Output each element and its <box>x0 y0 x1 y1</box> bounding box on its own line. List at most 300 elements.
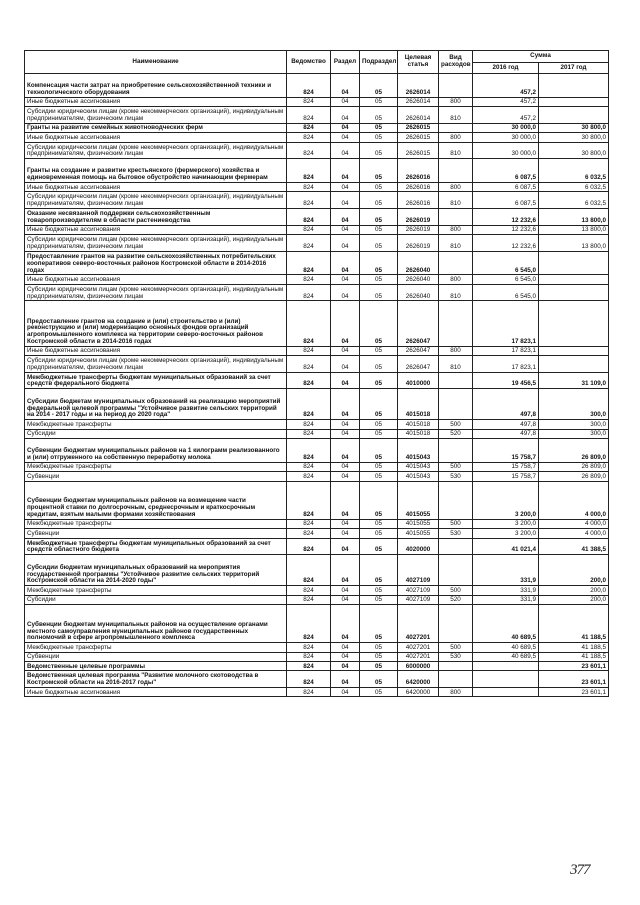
table-cell-expense: 810 <box>439 107 473 124</box>
table-cell-target: 2626016 <box>398 159 439 183</box>
table-cell-section: 04 <box>331 429 360 438</box>
table-cell-2016: 17 823,1 <box>473 356 539 373</box>
table-cell-subsection: 05 <box>360 671 398 688</box>
table-cell-expense <box>439 439 473 463</box>
table-cell-expense: 520 <box>439 429 473 438</box>
table-cell-name: Межбюджетные трансферты <box>25 420 287 429</box>
table-cell-section: 04 <box>331 97 360 106</box>
table-cell-name: Иные бюджетные ассигнования <box>25 182 287 191</box>
table-cell-name: Субсидии юридическим лицам (кроме некоммерческих организаций), индивидуальным предпринимателям, физическим лицам <box>25 107 287 124</box>
table-cell-section: 04 <box>331 356 360 373</box>
table-cell-2016: 497,8 <box>473 389 539 420</box>
table-cell-2017 <box>539 97 609 106</box>
table-cell-target: 4027201 <box>398 604 439 642</box>
table-cell-2017: 41 188,5 <box>539 643 609 652</box>
table-cell-section: 04 <box>331 519 360 528</box>
table-cell-2017: 41 388,5 <box>539 538 609 555</box>
table-cell-2017 <box>539 356 609 373</box>
table-cell-section: 04 <box>331 595 360 604</box>
table-cell-section: 04 <box>331 538 360 555</box>
table-cell-2017: 6 032,5 <box>539 159 609 183</box>
table-cell-subsection: 05 <box>360 107 398 124</box>
table-cell-section: 04 <box>331 420 360 429</box>
table-cell-2016: 6 087,5 <box>473 192 539 209</box>
table-cell-2017: 30 800,0 <box>539 142 609 159</box>
table-cell-2017: 41 188,5 <box>539 652 609 661</box>
table-cell-section: 04 <box>331 586 360 595</box>
table-cell-2016: 497,8 <box>473 429 539 438</box>
table-cell-expense <box>439 555 473 586</box>
table-cell-department: 824 <box>287 107 331 124</box>
table-cell-name: Субсидии юридическим лицам (кроме некоммерческих организаций), индивидуальным предпринимателям, физическим лицам <box>25 284 287 301</box>
table-cell-target: 2626016 <box>398 182 439 191</box>
table-cell-department: 824 <box>287 652 331 661</box>
table-cell-section: 04 <box>331 652 360 661</box>
table-row <box>25 251 609 275</box>
table-cell-2017: 26 809,0 <box>539 439 609 463</box>
table-cell-subsection: 05 <box>360 661 398 670</box>
table-cell-2016: 457,2 <box>473 74 539 98</box>
table-cell-department: 824 <box>287 661 331 670</box>
table-cell-2016: 40 689,5 <box>473 652 539 661</box>
table-cell-name: Субвенции бюджетам муниципальных районов на возмещение части процентной ставки по долгосрочным, среднесрочным и краткосрочным кредитам, взятым малыми формами хозяйствования <box>25 481 287 519</box>
table-cell-expense <box>439 208 473 225</box>
table-cell-section: 04 <box>331 284 360 301</box>
table-cell-section: 04 <box>331 208 360 225</box>
table-cell-name: Субвенции бюджетам муниципальных районов на 1 килограмм реализованного и (или) отгруженного на собственную переработку молока <box>25 439 287 463</box>
table-row <box>25 519 609 528</box>
table-cell-name: Иные бюджетные ассигнования <box>25 225 287 234</box>
table-cell-section: 04 <box>331 301 360 346</box>
table-cell-2017: 4 000,0 <box>539 481 609 519</box>
table-cell-department: 824 <box>287 97 331 106</box>
header-name: Наименование <box>25 51 287 74</box>
table-row <box>25 107 609 124</box>
table-cell-section: 04 <box>331 142 360 159</box>
table-cell-target: 2626040 <box>398 284 439 301</box>
table-cell-2016: 40 689,5 <box>473 643 539 652</box>
table-cell-section: 04 <box>331 604 360 642</box>
table-cell-2017: 300,0 <box>539 389 609 420</box>
table-cell-2016: 6 087,5 <box>473 159 539 183</box>
table-cell-target: 2626047 <box>398 301 439 346</box>
table-cell-name: Субсидии юридическим лицам (кроме некоммерческих организаций), индивидуальным предпринимателям, физическим лицам <box>25 234 287 251</box>
table-cell-2016: 17 823,1 <box>473 301 539 346</box>
table-cell-department: 824 <box>287 372 331 389</box>
table-cell-2017: 41 188,5 <box>539 604 609 642</box>
table-row <box>25 142 609 159</box>
table-cell-subsection: 05 <box>360 472 398 481</box>
table-cell-2016: 3 200,0 <box>473 519 539 528</box>
table-cell-expense: 800 <box>439 225 473 234</box>
table-cell-section: 04 <box>331 462 360 471</box>
table-cell-2017: 6 032,5 <box>539 192 609 209</box>
table-cell-2016: 30 000,0 <box>473 123 539 132</box>
table-row <box>25 586 609 595</box>
table-cell-2017 <box>539 107 609 124</box>
table-cell-subsection: 05 <box>360 142 398 159</box>
table-cell-expense <box>439 123 473 132</box>
table-cell-2017 <box>539 301 609 346</box>
table-cell-subsection: 05 <box>360 251 398 275</box>
table-cell-section: 04 <box>331 182 360 191</box>
table-cell-expense: 530 <box>439 529 473 538</box>
table-cell-section: 04 <box>331 159 360 183</box>
table-row <box>25 429 609 438</box>
table-cell-2017 <box>539 275 609 284</box>
table-row <box>25 420 609 429</box>
table-cell-2016: 6 545,0 <box>473 251 539 275</box>
table-row <box>25 356 609 373</box>
table-cell-2016: 15 758,7 <box>473 462 539 471</box>
table-cell-subsection: 05 <box>360 192 398 209</box>
table-cell-2016 <box>473 671 539 688</box>
table-cell-target: 2626015 <box>398 123 439 132</box>
table-cell-section: 04 <box>331 671 360 688</box>
table-cell-section: 04 <box>331 346 360 355</box>
table-cell-subsection: 05 <box>360 225 398 234</box>
table-cell-target: 4027109 <box>398 586 439 595</box>
table-row <box>25 372 609 389</box>
table-cell-target: 2626040 <box>398 251 439 275</box>
header-department: Ведомство <box>287 51 331 74</box>
table-cell-department: 824 <box>287 472 331 481</box>
table-cell-2016: 331,9 <box>473 586 539 595</box>
table-cell-target: 2626040 <box>398 275 439 284</box>
table-row <box>25 225 609 234</box>
table-cell-target: 4027201 <box>398 643 439 652</box>
table-cell-department: 824 <box>287 481 331 519</box>
table-cell-2017 <box>539 251 609 275</box>
table-cell-2017: 26 809,0 <box>539 462 609 471</box>
table-cell-department: 824 <box>287 643 331 652</box>
table-cell-department: 824 <box>287 519 331 528</box>
table-cell-subsection: 05 <box>360 159 398 183</box>
table-cell-department: 824 <box>287 429 331 438</box>
table-cell-department: 824 <box>287 208 331 225</box>
table-cell-target: 2626047 <box>398 356 439 373</box>
table-row <box>25 604 609 642</box>
table-cell-name: Иные бюджетные ассигнования <box>25 275 287 284</box>
table-cell-2016 <box>473 687 539 696</box>
table-row <box>25 123 609 132</box>
table-cell-name: Субсидии <box>25 595 287 604</box>
table-row <box>25 74 609 98</box>
table-cell-target: 2626019 <box>398 208 439 225</box>
table-cell-section: 04 <box>331 107 360 124</box>
table-cell-section: 04 <box>331 234 360 251</box>
table-cell-expense <box>439 251 473 275</box>
table-cell-section: 04 <box>331 661 360 670</box>
table-cell-2017: 23 601,1 <box>539 661 609 670</box>
table-cell-expense: 800 <box>439 97 473 106</box>
table-cell-name: Субвенции <box>25 472 287 481</box>
table-cell-subsection: 05 <box>360 97 398 106</box>
table-cell-target: 4027109 <box>398 595 439 604</box>
table-cell-subsection: 05 <box>360 123 398 132</box>
table-cell-2016: 12 232,6 <box>473 208 539 225</box>
table-cell-subsection: 05 <box>360 538 398 555</box>
table-cell-expense <box>439 481 473 519</box>
table-cell-2016: 19 456,5 <box>473 372 539 389</box>
table-cell-subsection: 05 <box>360 519 398 528</box>
table-cell-section: 04 <box>331 123 360 132</box>
table-cell-department: 824 <box>287 529 331 538</box>
table-cell-name: Гранты на развитие семейных животноводческих ферм <box>25 123 287 132</box>
table-row <box>25 133 609 142</box>
table-row <box>25 555 609 586</box>
table-cell-expense <box>439 301 473 346</box>
table-row <box>25 389 609 420</box>
table-row <box>25 234 609 251</box>
table-cell-2016: 30 000,0 <box>473 142 539 159</box>
table-cell-target: 6420000 <box>398 671 439 688</box>
table-cell-department: 824 <box>287 133 331 142</box>
table-cell-2016: 41 021,4 <box>473 538 539 555</box>
table-row <box>25 671 609 688</box>
table-cell-department: 824 <box>287 301 331 346</box>
table-cell-department: 824 <box>287 74 331 98</box>
table-cell-name: Субсидии юридическим лицам (кроме некоммерческих организаций), индивидуальным предпринимателям, физическим лицам <box>25 356 287 373</box>
table-cell-subsection: 05 <box>360 208 398 225</box>
table-cell-expense: 810 <box>439 142 473 159</box>
table-cell-section: 04 <box>331 439 360 463</box>
table-cell-expense: 500 <box>439 586 473 595</box>
table-cell-2017: 31 109,0 <box>539 372 609 389</box>
table-cell-expense: 530 <box>439 472 473 481</box>
table-cell-2017: 13 800,0 <box>539 234 609 251</box>
table-cell-subsection: 05 <box>360 604 398 642</box>
table-cell-2016: 40 689,5 <box>473 604 539 642</box>
table-cell-2017: 6 032,5 <box>539 182 609 191</box>
table-cell-target: 4015055 <box>398 481 439 519</box>
table-cell-expense: 520 <box>439 595 473 604</box>
table-row <box>25 159 609 183</box>
table-cell-2016: 6 087,5 <box>473 182 539 191</box>
table-row <box>25 192 609 209</box>
table-cell-name: Межбюджетные трансферты <box>25 519 287 528</box>
table-cell-name: Межбюджетные трансферты <box>25 643 287 652</box>
table-cell-target: 2626015 <box>398 142 439 159</box>
table-row <box>25 462 609 471</box>
header-subsection: Подраздел <box>360 51 398 74</box>
table-cell-subsection: 05 <box>360 301 398 346</box>
table-cell-2016: 497,8 <box>473 420 539 429</box>
table-cell-department: 824 <box>287 346 331 355</box>
table-cell-name: Межбюджетные трансферты <box>25 462 287 471</box>
table-cell-department: 824 <box>287 687 331 696</box>
table-cell-subsection: 05 <box>360 481 398 519</box>
table-cell-2017: 300,0 <box>539 420 609 429</box>
header-section: Раздел <box>331 51 360 74</box>
table-cell-section: 04 <box>331 687 360 696</box>
table-cell-expense <box>439 372 473 389</box>
table-cell-expense: 500 <box>439 519 473 528</box>
table-cell-department: 824 <box>287 671 331 688</box>
table-cell-department: 824 <box>287 142 331 159</box>
table-cell-target: 4015043 <box>398 439 439 463</box>
table-cell-2016: 30 000,0 <box>473 133 539 142</box>
table-cell-target: 4015055 <box>398 529 439 538</box>
table-cell-department: 824 <box>287 284 331 301</box>
table-cell-2017: 26 809,0 <box>539 472 609 481</box>
table-cell-subsection: 05 <box>360 372 398 389</box>
table-cell-department: 824 <box>287 225 331 234</box>
table-cell-subsection: 05 <box>360 429 398 438</box>
table-cell-subsection: 05 <box>360 234 398 251</box>
table-row <box>25 301 609 346</box>
table-cell-expense: 810 <box>439 234 473 251</box>
table-cell-name: Межбюджетные трансферты бюджетам муниципальных образований за счет средств областного бюджета <box>25 538 287 555</box>
budget-table <box>24 50 609 697</box>
table-cell-2017: 13 800,0 <box>539 225 609 234</box>
table-cell-expense <box>439 389 473 420</box>
table-cell-2017: 13 800,0 <box>539 208 609 225</box>
table-cell-2017 <box>539 346 609 355</box>
table-cell-target: 4015043 <box>398 462 439 471</box>
table-cell-expense: 530 <box>439 652 473 661</box>
table-cell-2017: 200,0 <box>539 586 609 595</box>
table-cell-name: Межбюджетные трансферты бюджетам муниципальных образований за счет средств федерального бюджета <box>25 372 287 389</box>
table-cell-name: Субсидии юридическим лицам (кроме некоммерческих организаций), индивидуальным предпринимателям, физическим лицам <box>25 192 287 209</box>
table-cell-department: 824 <box>287 439 331 463</box>
table-cell-subsection: 05 <box>360 389 398 420</box>
table-cell-subsection: 05 <box>360 439 398 463</box>
table-cell-target: 2626015 <box>398 133 439 142</box>
header-target: Целевая статья <box>398 51 439 74</box>
table-cell-department: 824 <box>287 420 331 429</box>
table-cell-department: 824 <box>287 192 331 209</box>
table-cell-section: 04 <box>331 472 360 481</box>
table-cell-2016: 457,2 <box>473 97 539 106</box>
table-cell-department: 824 <box>287 595 331 604</box>
table-cell-expense <box>439 604 473 642</box>
table-cell-name: Субвенции бюджетам муниципальных районов на осуществление органами местного самоуправления муниципальных районов государственных полномочий в сфере агропромышленного комплекса <box>25 604 287 642</box>
table-cell-target: 4027109 <box>398 555 439 586</box>
table-cell-department: 824 <box>287 586 331 595</box>
table-cell-section: 04 <box>331 555 360 586</box>
table-cell-section: 04 <box>331 372 360 389</box>
table-cell-name: Межбюджетные трансферты <box>25 586 287 595</box>
table-cell-section: 04 <box>331 133 360 142</box>
table-cell-department: 824 <box>287 604 331 642</box>
table-cell-department: 824 <box>287 275 331 284</box>
table-cell-section: 04 <box>331 192 360 209</box>
table-cell-department: 824 <box>287 356 331 373</box>
table-row <box>25 97 609 106</box>
table-cell-department: 824 <box>287 538 331 555</box>
table-cell-subsection: 05 <box>360 586 398 595</box>
table-cell-2017 <box>539 284 609 301</box>
table-row <box>25 643 609 652</box>
table-cell-name: Ведомственные целевые программы <box>25 661 287 670</box>
table-row <box>25 346 609 355</box>
table-cell-target: 4027201 <box>398 652 439 661</box>
table-cell-expense <box>439 671 473 688</box>
table-cell-2016: 6 545,0 <box>473 275 539 284</box>
table-cell-subsection: 05 <box>360 74 398 98</box>
table-row <box>25 595 609 604</box>
table-cell-section: 04 <box>331 275 360 284</box>
table-cell-2016: 3 200,0 <box>473 529 539 538</box>
table-cell-expense: 800 <box>439 133 473 142</box>
table-cell-name: Компенсация части затрат на приобретение сельскохозяйственной техники и технологического оборудования <box>25 74 287 98</box>
table-cell-name: Оказание несвязанной поддержки сельскохозяйственным товаропроизводителям в области растениеводства <box>25 208 287 225</box>
table-cell-section: 04 <box>331 251 360 275</box>
table-cell-2016 <box>473 661 539 670</box>
table-cell-target: 4015018 <box>398 429 439 438</box>
table-cell-2016: 6 545,0 <box>473 284 539 301</box>
table-cell-target: 4015018 <box>398 389 439 420</box>
table-cell-subsection: 05 <box>360 346 398 355</box>
table-cell-department: 824 <box>287 159 331 183</box>
table-cell-target: 2626016 <box>398 192 439 209</box>
table-cell-expense <box>439 159 473 183</box>
table-row <box>25 661 609 670</box>
table-cell-name: Субвенции <box>25 652 287 661</box>
table-cell-section: 04 <box>331 643 360 652</box>
table-row <box>25 529 609 538</box>
header-year-2017: 2017 год <box>539 63 609 74</box>
table-cell-name: Иные бюджетные ассигнования <box>25 346 287 355</box>
table-row <box>25 472 609 481</box>
table-cell-target: 2626019 <box>398 225 439 234</box>
table-cell-target: 2626019 <box>398 234 439 251</box>
table-cell-2017: 300,0 <box>539 429 609 438</box>
table-cell-expense: 810 <box>439 192 473 209</box>
table-cell-target: 4010000 <box>398 372 439 389</box>
table-cell-name: Ведомственная целевая программа "Развитие молочного скотоводства в Костромской области на 2016-2017 годы" <box>25 671 287 688</box>
table-row <box>25 687 609 696</box>
table-cell-expense: 500 <box>439 462 473 471</box>
table-cell-subsection: 05 <box>360 595 398 604</box>
table-cell-2016: 12 232,6 <box>473 234 539 251</box>
table-cell-subsection: 05 <box>360 555 398 586</box>
budget-table-body <box>25 74 609 697</box>
table-cell-2017: 23 601,1 <box>539 687 609 696</box>
budget-table-sheet <box>24 50 608 697</box>
table-cell-department: 824 <box>287 389 331 420</box>
table-cell-name: Субсидии бюджетам муниципальных образований на реализацию мероприятий федеральной целевой программы "Устойчивое развитие сельских территорий на 2014 - 2017 годы и на период до 2020 года" <box>25 389 287 420</box>
table-cell-subsection: 05 <box>360 356 398 373</box>
table-cell-2016: 331,9 <box>473 595 539 604</box>
table-cell-section: 04 <box>331 225 360 234</box>
table-cell-expense <box>439 74 473 98</box>
table-cell-target: 6000000 <box>398 661 439 670</box>
table-cell-expense: 500 <box>439 420 473 429</box>
table-cell-subsection: 05 <box>360 462 398 471</box>
table-cell-expense: 810 <box>439 356 473 373</box>
table-cell-2017: 30 800,0 <box>539 133 609 142</box>
table-cell-name: Предоставление грантов на развитие сельскохозяйственных потребительских кооперативов северо-восточных районов Костромской области в 2014-2016 годах <box>25 251 287 275</box>
table-cell-name: Субсидии бюджетам муниципальных образований на мероприятия государственной программы "Устойчивое развитие сельских территорий Костромской области на 2014-2020 годы" <box>25 555 287 586</box>
table-cell-name: Предоставление грантов на создание и (или) строительство и (или) реконструкцию и (или) модернизацию основных фондов организаций агропромышленного комплекса на территории северо-восточных районов Костромской области в 2014-2016 годах <box>25 301 287 346</box>
table-cell-department: 824 <box>287 123 331 132</box>
table-cell-2016: 17 823,1 <box>473 346 539 355</box>
table-cell-target: 2626047 <box>398 346 439 355</box>
table-cell-section: 04 <box>331 74 360 98</box>
table-cell-department: 824 <box>287 462 331 471</box>
table-cell-2017: 30 800,0 <box>539 123 609 132</box>
header-year-2016: 2016 год <box>473 63 539 74</box>
table-cell-subsection: 05 <box>360 182 398 191</box>
table-cell-2016: 457,2 <box>473 107 539 124</box>
table-cell-section: 04 <box>331 529 360 538</box>
table-cell-2017: 4 000,0 <box>539 519 609 528</box>
table-cell-target: 2626014 <box>398 97 439 106</box>
table-cell-expense: 800 <box>439 182 473 191</box>
table-cell-expense: 800 <box>439 275 473 284</box>
